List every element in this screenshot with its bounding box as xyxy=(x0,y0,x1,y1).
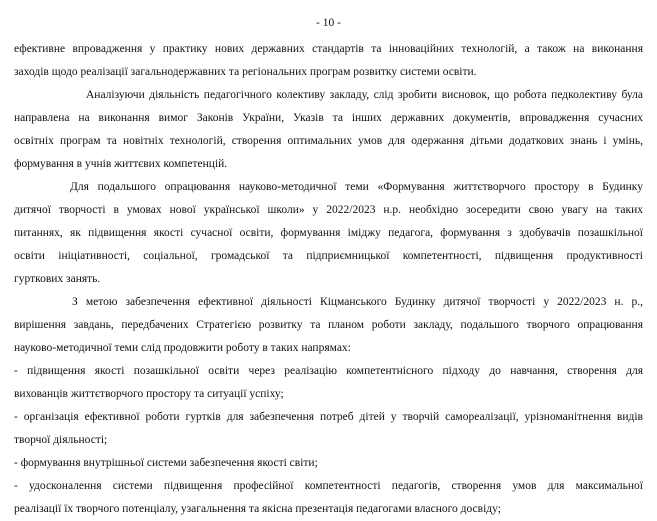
paragraph-goals xyxy=(14,291,643,360)
text-line: - підвищення якості позашкільної освіти через реалізацію компетентнісного підходу до навчання, створення для xyxy=(14,365,643,377)
text-line: ефективне впровадження у практику нових державних стандартів та інноваційних технологій, а також на виконання xyxy=(14,43,643,55)
text-line: направлена на виконання вимог Законів України, Указів та інших державних документів, впровадження сучасних xyxy=(14,112,643,124)
text-line: вихованців життєтворчого простору та ситуації успіху; xyxy=(14,388,284,400)
text-line: гурткових занять. xyxy=(14,273,101,285)
text-line: З метою забезпечення ефективної діяльності Кіцманського Будинку дитячої творчості у 2022/2023 н. р., xyxy=(72,296,643,308)
text-line: заходів щодо реалізації загальнодержавних та регіональних програм розвитку системи освіти. xyxy=(14,66,477,78)
text-line: - формування внутрішньої системи забезпечення якості світи; xyxy=(14,457,318,469)
text-line: дитячої творчості в умовах нової української школи» у 2022/2023 н.р. необхідно зосередити свою увагу на таких xyxy=(14,204,643,216)
text-line: освіти ініціативності, соціальної, громадської та підприємницької компетентності, підвищення продуктивності xyxy=(14,250,643,262)
paragraph-analysis xyxy=(14,84,643,176)
text-line: питаннях, як підвищення якості сучасної освіти, формування іміджу педагога, формування з здобувачів позашкільної xyxy=(14,227,643,239)
paragraph-continuation xyxy=(14,38,643,84)
text-line: - удосконалення системи підвищення професійної компетентності педагогів, створення умов для максимальної xyxy=(14,480,643,492)
text-line: вирішення завдань, передбачених Стратегією розвитку та планом роботи закладу, подальшого творчого опрацювання xyxy=(14,319,643,331)
page-number: - 10 - xyxy=(316,17,341,29)
text-line: формування в учнів життєвих компетенцій. xyxy=(14,158,228,170)
text-line: реалізації їх творчого потенціалу, узагальнення та якісна презентація педагогами власного досвіду; xyxy=(14,503,501,515)
text-line: творчої діяльності; xyxy=(14,434,108,446)
list-item xyxy=(14,406,643,452)
text-line: - організація ефективної роботи гуртків для забезпечення потреб дітей у творчій самореалізації, урізноманітнення видів xyxy=(14,411,643,423)
list-item xyxy=(14,360,643,406)
list-item xyxy=(14,452,643,475)
text-line: освітніх програм та новітніх технологій, створення оптимальних умов для одержання дітьми додаткових знань і умінь, xyxy=(14,135,643,147)
paragraph-methodology xyxy=(14,176,643,291)
text-line: Аналізуючи діяльність педагогічного колективу закладу, слід зробити висновок, що робота педколективу була xyxy=(86,89,643,101)
text-line: науково-методичної теми слід продовжити роботу в таких напрямах: xyxy=(14,342,351,354)
list-item xyxy=(14,475,643,521)
text-line: Для подальшого опрацювання науково-методичної теми «Формування життєтворчого простору в Будинку xyxy=(70,181,643,193)
